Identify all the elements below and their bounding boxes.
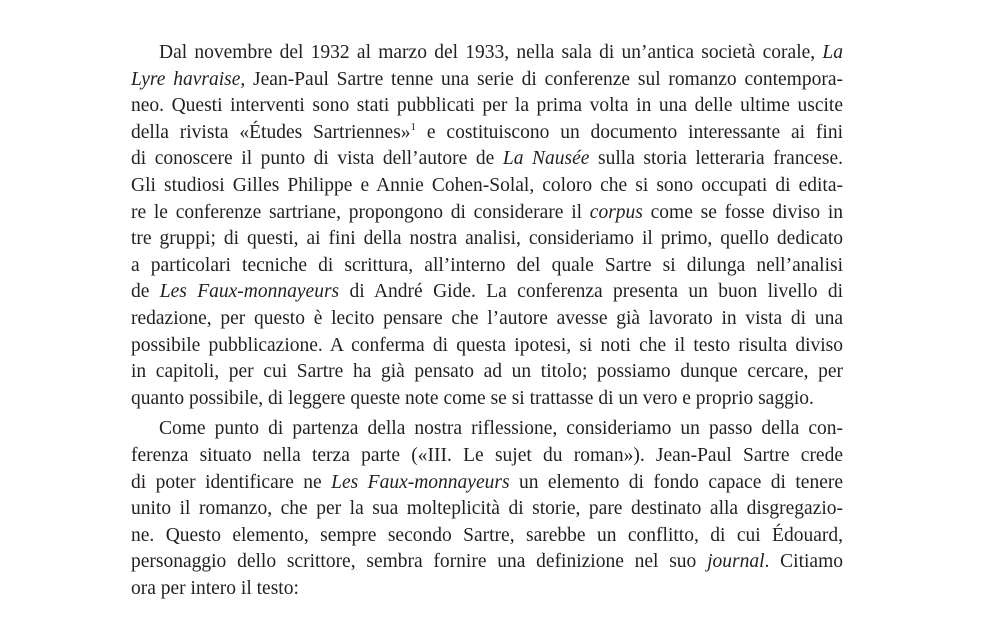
text-run: della rivista «Études Sartriennes» <box>131 121 411 143</box>
italic-title: Lyre havraise <box>131 68 241 90</box>
text-line <box>131 200 843 227</box>
text-line <box>131 523 843 550</box>
text-line <box>131 576 843 603</box>
text-line <box>131 443 843 470</box>
text-run: tre gruppi; di questi, ai fini della nostra analisi, consideriamo il primo, quello dedicato <box>131 228 843 250</box>
text-line <box>131 226 843 253</box>
text-line <box>131 253 843 280</box>
text-run: de <box>131 281 160 303</box>
text-run: unito il romanzo, che per la sua molteplicità di storie, pare destinato alla disgregazio- <box>131 498 843 520</box>
italic-title: Les Faux-monnayeurs <box>331 471 510 493</box>
text-run: Dal novembre del 1932 al marzo del 1933, nella sala di un’antica società corale, <box>159 42 823 63</box>
text-run: ne. Questo elemento, sempre secondo Sartre, sarebbe un conflitto, di cui Édouard, <box>131 524 843 546</box>
text-line <box>131 279 843 306</box>
text-run: ferenza situato nella terza parte («III. Le sujet du roman»). Jean-Paul Sartre crede <box>131 444 843 466</box>
text-run: quanto possibile, di leggere queste note come se si trattasse di un vero e proprio saggio. <box>131 387 814 409</box>
text-line <box>131 146 843 173</box>
text-line <box>131 359 843 386</box>
text-line <box>131 496 843 523</box>
footnote-marker[interactable]: 1 <box>410 120 417 133</box>
italic-term: corpus <box>589 201 643 223</box>
text-run: sulla storia letteraria francese. <box>589 148 843 170</box>
text-run: neo. Questi interventi sono stati pubblicati per la prima volta in una delle ultime uscite <box>131 95 843 117</box>
text-run: . Citiamo <box>764 551 843 573</box>
text-run: un elemento di fondo capace di tenere <box>509 471 844 493</box>
body-text <box>131 40 843 602</box>
text-run: ora per intero il testo: <box>131 577 299 599</box>
text-line <box>131 67 843 94</box>
text-run: di poter identificare ne <box>131 471 332 493</box>
text-line <box>131 386 843 413</box>
text-run: redazione, per questo è lecito pensare che l’autore avesse già lavorato in vista di una <box>131 307 843 329</box>
text-run: e costituiscono un documento interessante ai fini <box>416 121 843 143</box>
text-run: come se fosse diviso in <box>642 201 843 223</box>
text-line <box>131 333 843 360</box>
text-line <box>131 40 843 67</box>
text-run: di conoscere il punto di vista dell’autore de <box>131 148 503 170</box>
text-line <box>131 93 843 120</box>
paragraph-2 <box>131 416 843 602</box>
text-run: Come punto di partenza della nostra riflessione, consideriamo un passo della con- <box>159 418 843 440</box>
italic-term: journal <box>707 551 765 573</box>
text-run: possibile pubblicazione. A conferma di questa ipotesi, si noti che il testo risulta diviso <box>131 334 843 356</box>
text-line <box>131 416 843 443</box>
text-run: re le conferenze sartriane, propongono di considerare il <box>131 201 590 223</box>
text-line <box>131 470 843 497</box>
paragraph-1 <box>131 40 843 412</box>
text-line <box>131 306 843 333</box>
text-line <box>131 173 843 200</box>
text-run: a particolari tecniche di scrittura, all’interno del quale Sartre si dilunga nell’analisi <box>131 254 843 276</box>
text-run: personaggio dello scrittore, sembra fornire una definizione nel suo <box>131 551 708 573</box>
text-line <box>131 549 843 576</box>
text-run: di André Gide. La conferenza presenta un buon livello di <box>339 281 844 303</box>
text-run: Gli studiosi Gilles Philippe e Annie Cohen-Solal, coloro che si sono occupati di edita- <box>131 174 843 196</box>
text-run: in capitoli, per cui Sartre ha già pensato ad un titolo; possiamo dunque cercare, per <box>131 361 843 383</box>
italic-title: La <box>822 42 843 63</box>
italic-title: Les Faux-monnayeurs <box>159 281 340 303</box>
text-line <box>131 120 843 147</box>
italic-title: La Nausée <box>502 148 590 170</box>
text-run: , Jean-Paul Sartre tenne una serie di conferenze sul romanzo contempora- <box>240 68 843 90</box>
